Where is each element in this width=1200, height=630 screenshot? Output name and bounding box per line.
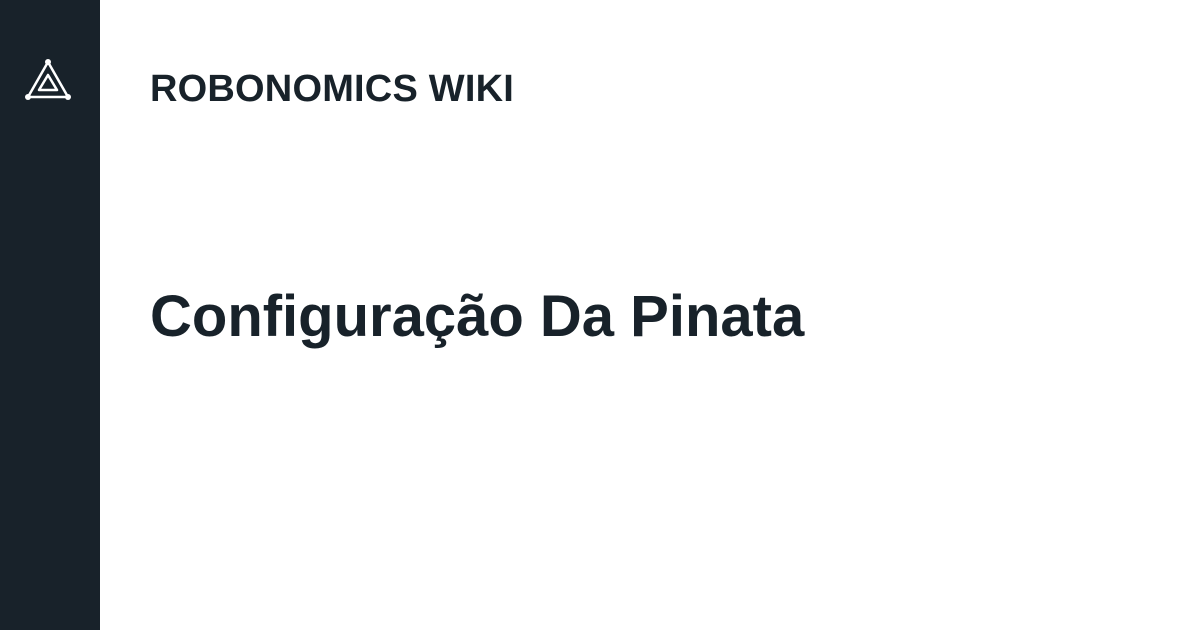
brand-sidebar	[0, 0, 100, 630]
card-content	[100, 0, 1200, 630]
page-title: Configuração Da Pinata	[150, 284, 805, 349]
robonomics-logo-icon	[24, 58, 72, 102]
site-title: ROBONOMICS WIKI	[150, 68, 514, 110]
